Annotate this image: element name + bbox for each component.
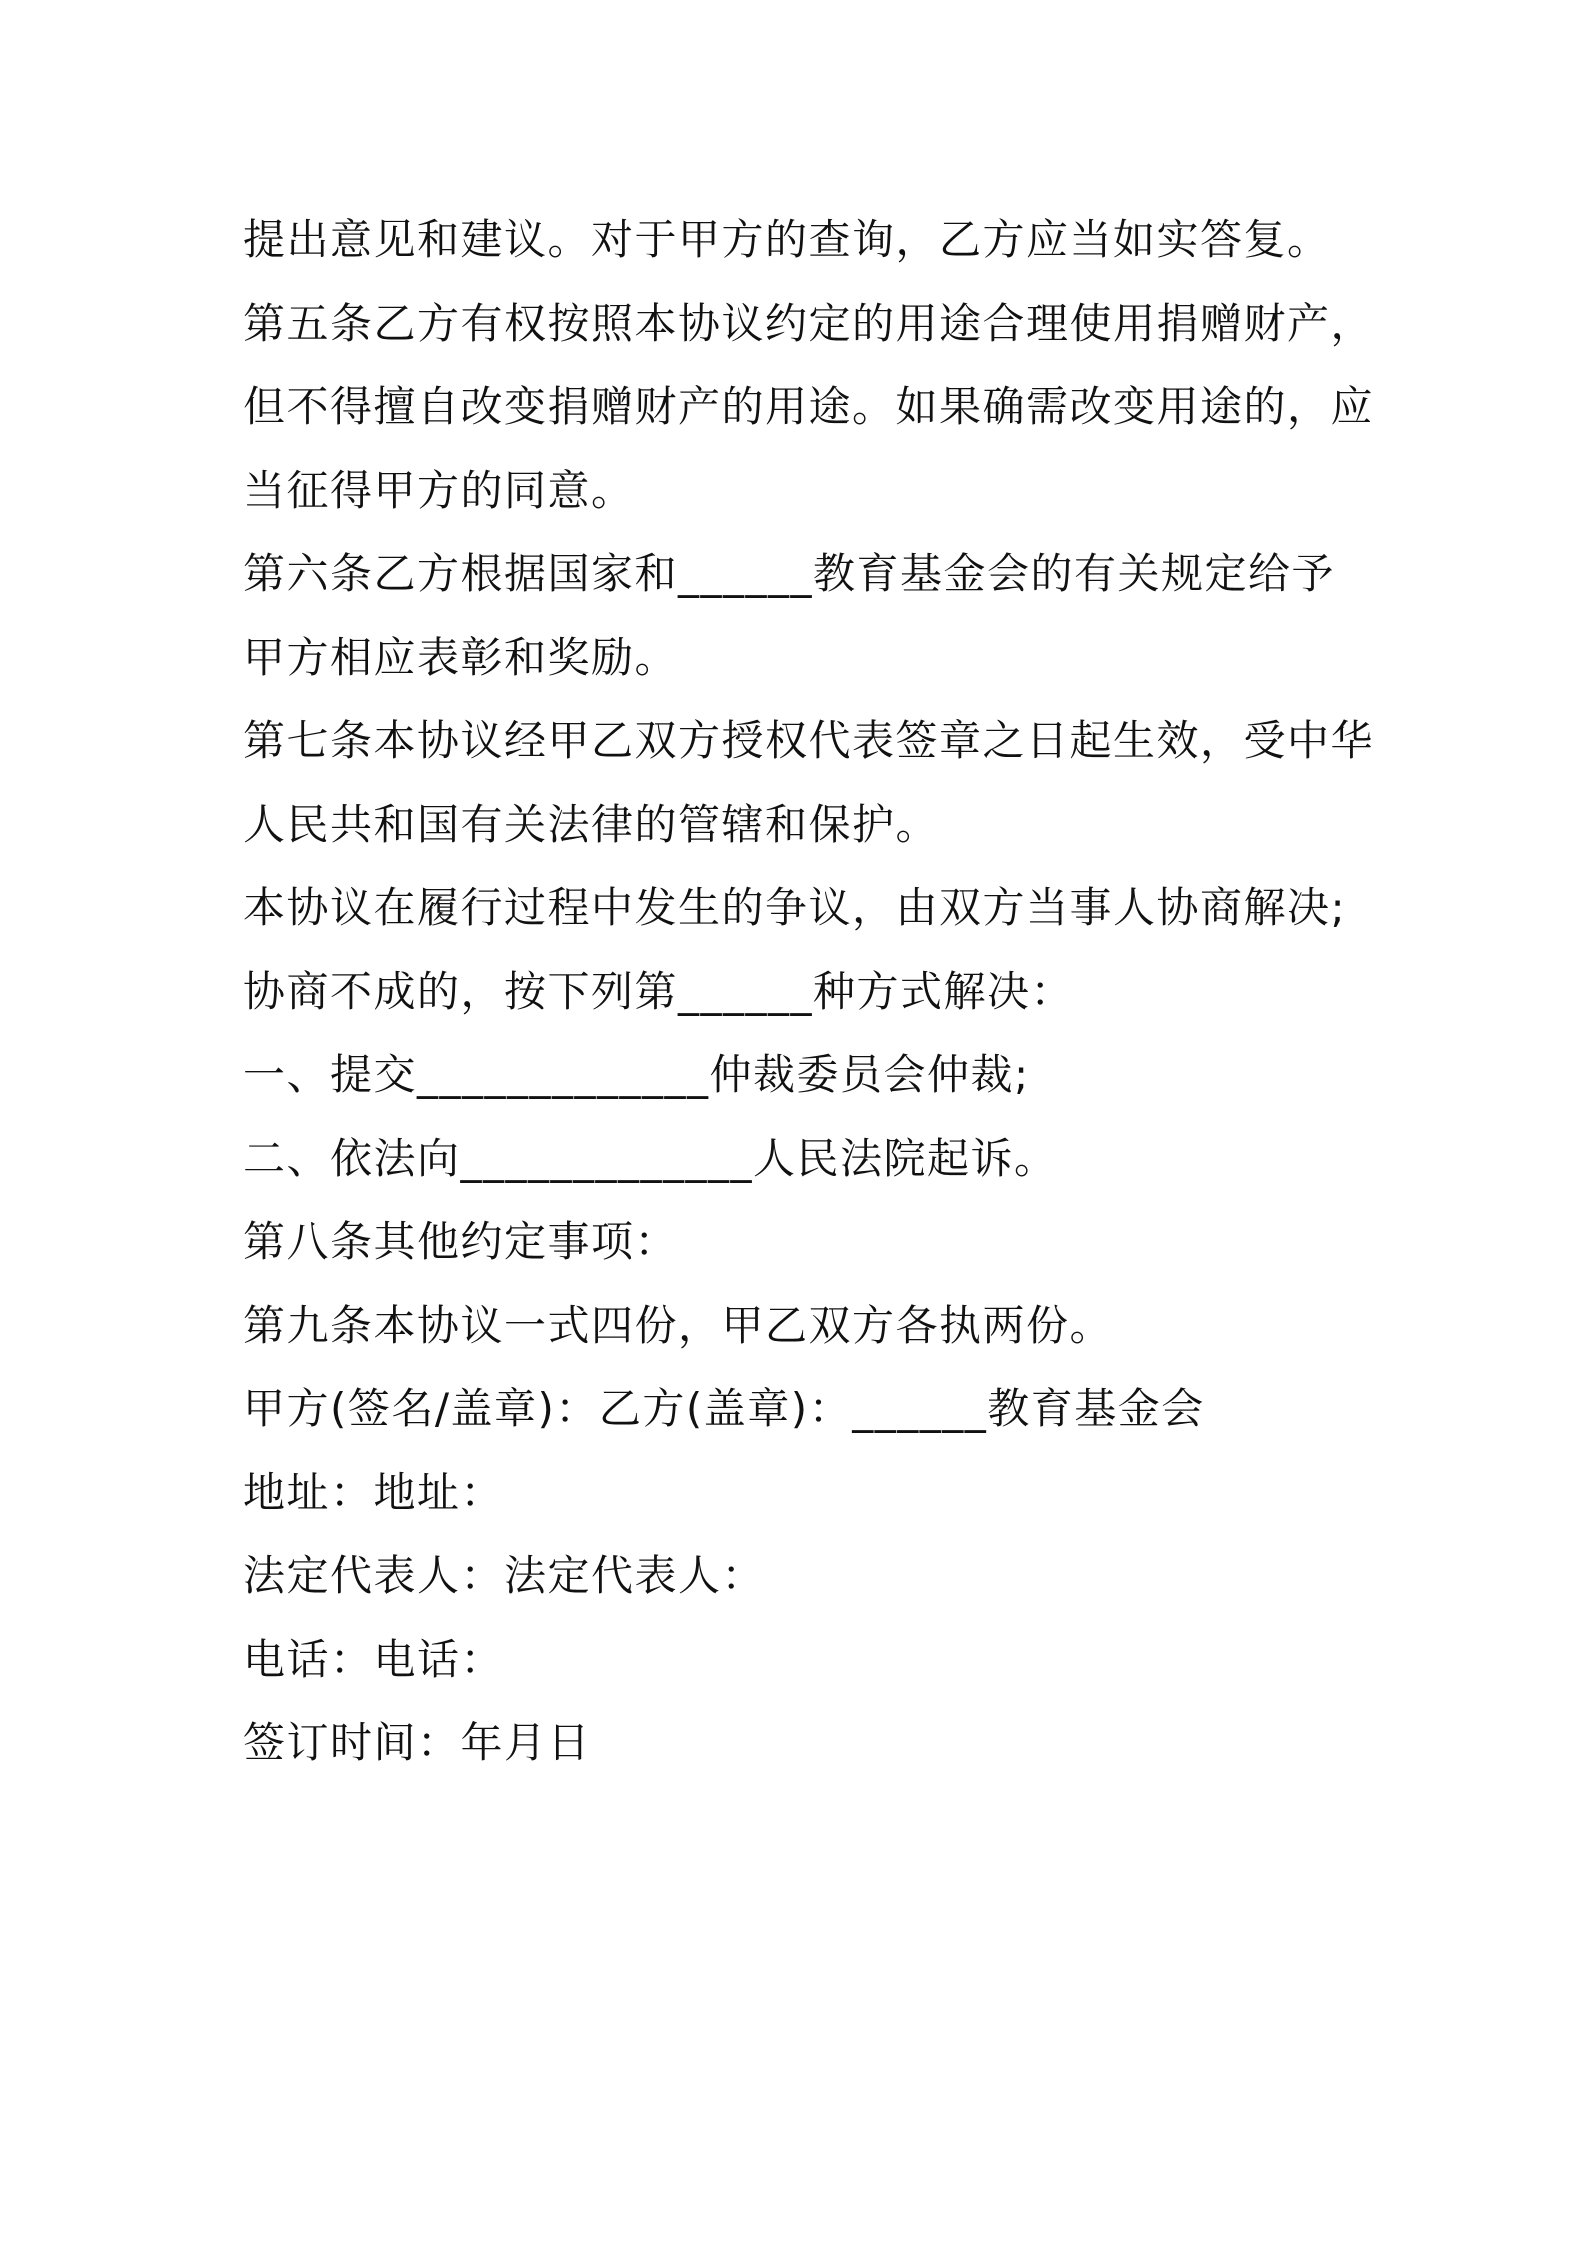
- text-line-9: 本协议在履行过程中发生的争议，由双方当事人协商解决;: [243, 883, 1347, 932]
- text-line-6: 甲方相应表彰和奖励。: [243, 632, 679, 682]
- text-line-2: 第五条乙方有权按照本协议约定的用途合理使用捐赠财产，: [243, 298, 1375, 348]
- text-line-3: 但不得擅自改变捐赠财产的用途。如果确需改变用途的，应: [243, 382, 1375, 431]
- text-line-10: 协商不成的，按下列第______种方式解决：: [243, 966, 1075, 1016]
- text-line-12: 二、依法向_____________人民法院起诉。: [243, 1133, 1058, 1183]
- document-body: [243, 198, 1375, 1785]
- text-line-13: 第八条其他约定事项：: [243, 1217, 679, 1266]
- text-line-8: 人民共和国有关法律的管辖和保护。: [243, 799, 940, 849]
- text-line-4: 当征得甲方的同意。: [243, 465, 635, 515]
- text-line-16: 地址：地址：: [243, 1467, 505, 1517]
- text-line-7: 第七条本协议经甲乙双方授权代表签章之日起生效，受中华: [243, 716, 1375, 765]
- text-line-5: 第六条乙方根据国家和______教育基金会的有关规定给予: [243, 549, 1336, 598]
- text-line-15: 甲方(签名/盖章)：乙方(盖章)：______教育基金会: [243, 1384, 1205, 1433]
- text-line-18: 电话：电话：: [243, 1634, 505, 1684]
- text-line-14: 第九条本协议一式四份，甲乙双方各执两份。: [243, 1300, 1114, 1350]
- text-line-11: 一、提交_____________仲裁委员会仲裁;: [243, 1050, 1030, 1099]
- text-line-1: 提出意见和建议。对于甲方的查询，乙方应当如实答复。: [243, 215, 1331, 264]
- text-line-17: 法定代表人：法定代表人：: [243, 1551, 766, 1600]
- text-line-19: 签订时间：年月日: [243, 1718, 592, 1767]
